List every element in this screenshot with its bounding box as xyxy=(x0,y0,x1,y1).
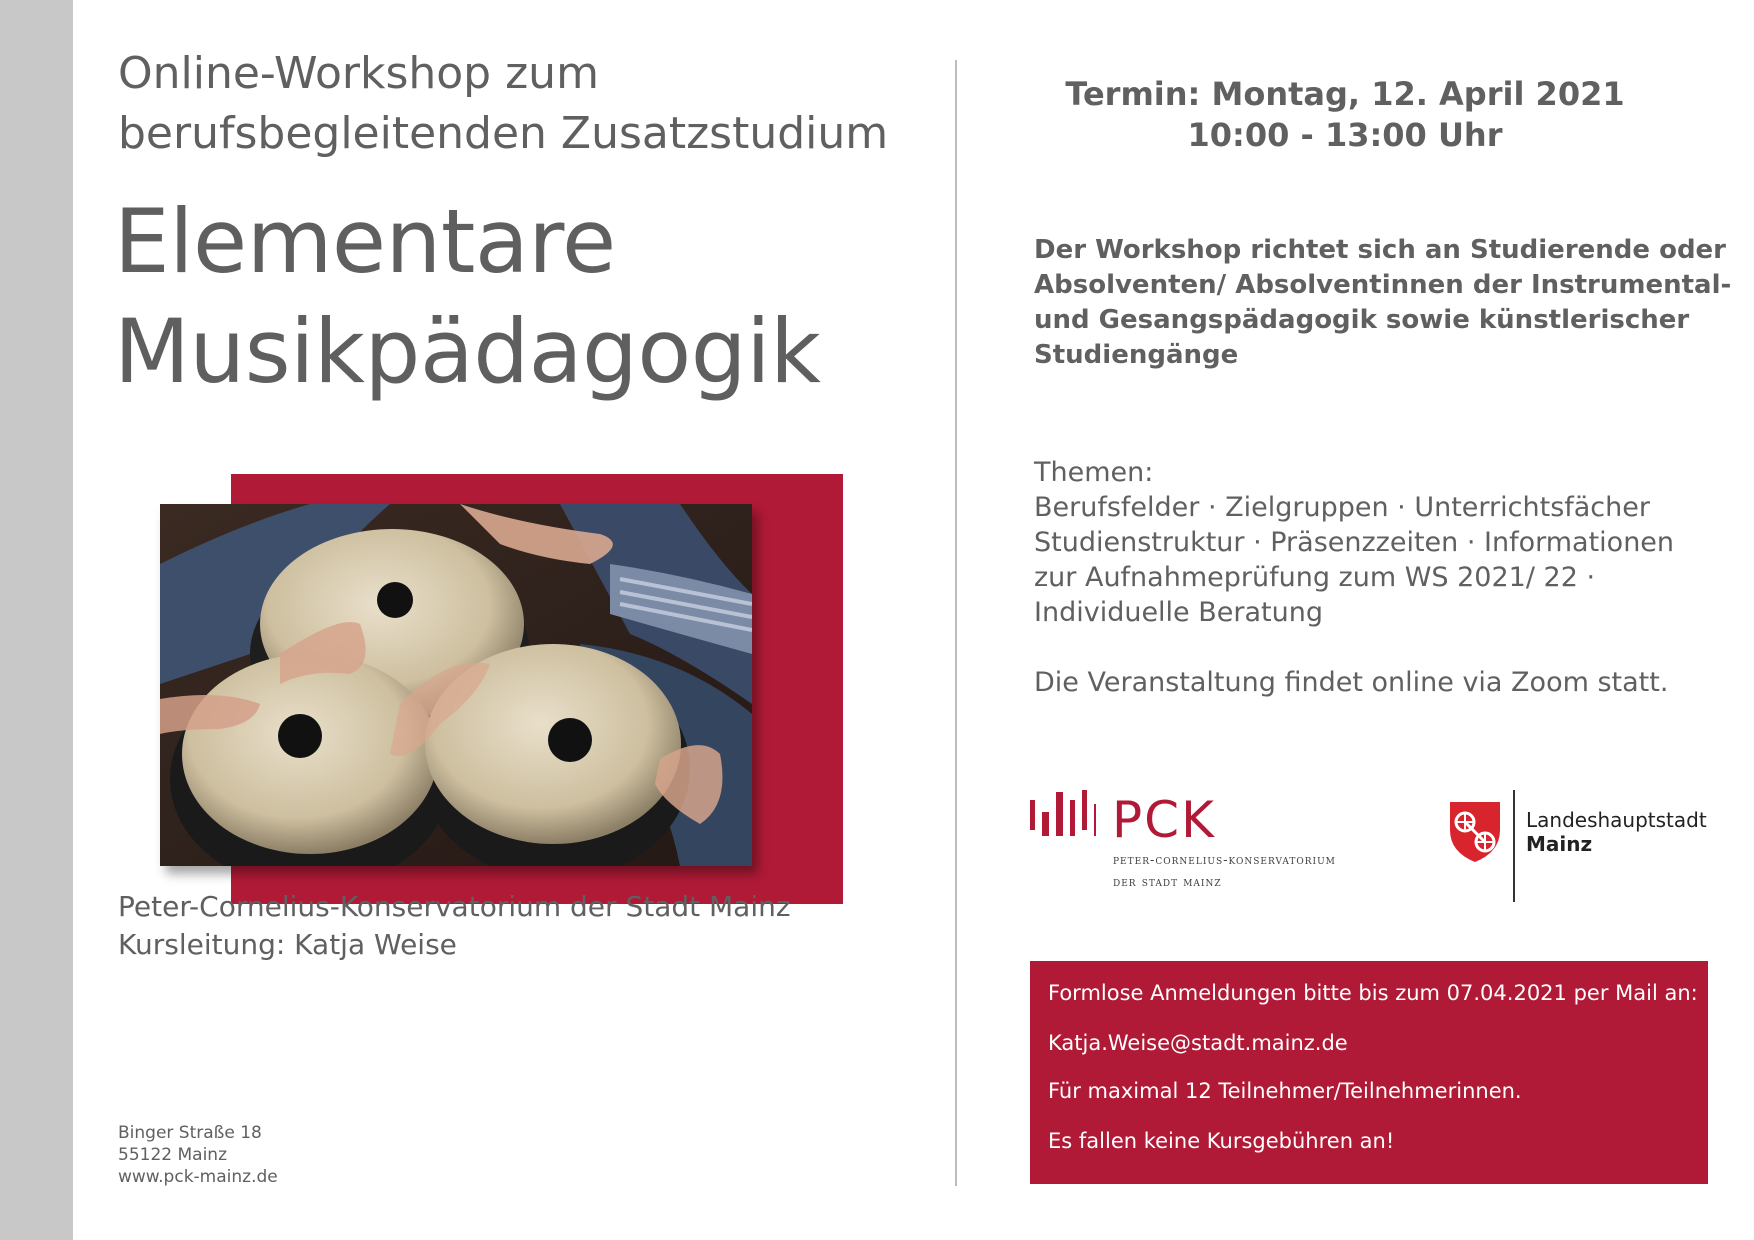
address-city: 55122 Mainz xyxy=(118,1145,227,1165)
course-lead: Kursleitung: Katja Weise xyxy=(118,928,457,961)
mainz-logo-rule xyxy=(1513,790,1515,902)
column-divider xyxy=(955,60,957,1186)
event-date: Termin: Montag, 12. April 2021 xyxy=(1065,75,1625,113)
mainz-crest-icon xyxy=(1448,800,1502,864)
subtitle-line-1: Online-Workshop zum xyxy=(118,48,599,99)
left-gray-band xyxy=(0,0,73,1240)
pck-logo-text: PCK xyxy=(1112,791,1216,849)
registration-fee: Es fallen keine Kursgebühren an! xyxy=(1048,1129,1395,1153)
title-line-2: Musikpädagogik xyxy=(114,300,821,403)
audience-line-3: und Gesangspädagogik sowie künstlerischer xyxy=(1034,305,1690,335)
address-website: www.pck-mainz.de xyxy=(118,1167,278,1187)
audience-line-4: Studiengänge xyxy=(1034,340,1239,370)
registration-box xyxy=(1030,961,1708,1184)
event-time: 10:00 - 13:00 Uhr xyxy=(1187,116,1503,154)
topics-heading: Themen: xyxy=(1034,457,1154,488)
mainz-logo-line-2: Mainz xyxy=(1526,832,1593,856)
address-street: Binger Straße 18 xyxy=(118,1123,262,1143)
title-line-1: Elementare xyxy=(114,190,616,293)
registration-email[interactable]: Katja.Weise@stadt.mainz.de xyxy=(1048,1031,1348,1055)
pck-fullname-line-2: der stadt mainz xyxy=(1113,875,1222,890)
registration-deadline: Formlose Anmeldungen bitte bis zum 07.04.2021 per Mail an: xyxy=(1048,981,1698,1005)
mainz-logo-line-1: Landeshauptstadt xyxy=(1526,808,1707,832)
drum-photo xyxy=(160,504,752,866)
online-note: Die Veranstaltung findet online via Zoom statt. xyxy=(1034,667,1669,698)
topics-line-2: Studienstruktur · Präsenzzeiten · Informationen xyxy=(1034,527,1675,558)
pck-fullname-line-1: peter-cornelius-konservatorium xyxy=(1113,853,1336,868)
topics-line-4: Individuelle Beratung xyxy=(1034,597,1323,628)
subtitle-line-2: berufsbegleitenden Zusatzstudium xyxy=(118,108,889,159)
topics-line-1: Berufsfelder · Zielgruppen · Unterrichtsfächer xyxy=(1034,492,1650,523)
audience-line-2: Absolventen/ Absolventinnen der Instrumental- xyxy=(1034,270,1732,300)
registration-capacity: Für maximal 12 Teilnehmer/Teilnehmerinnen. xyxy=(1048,1079,1522,1103)
audience-line-1: Der Workshop richtet sich an Studierende oder xyxy=(1034,235,1727,265)
topics-line-3: zur Aufnahmeprüfung zum WS 2021/ 22 · xyxy=(1034,562,1596,593)
bongo-drums-image xyxy=(160,504,752,866)
organizer-name: Peter-Cornelius-Konservatorium der Stadt Mainz xyxy=(118,890,791,923)
